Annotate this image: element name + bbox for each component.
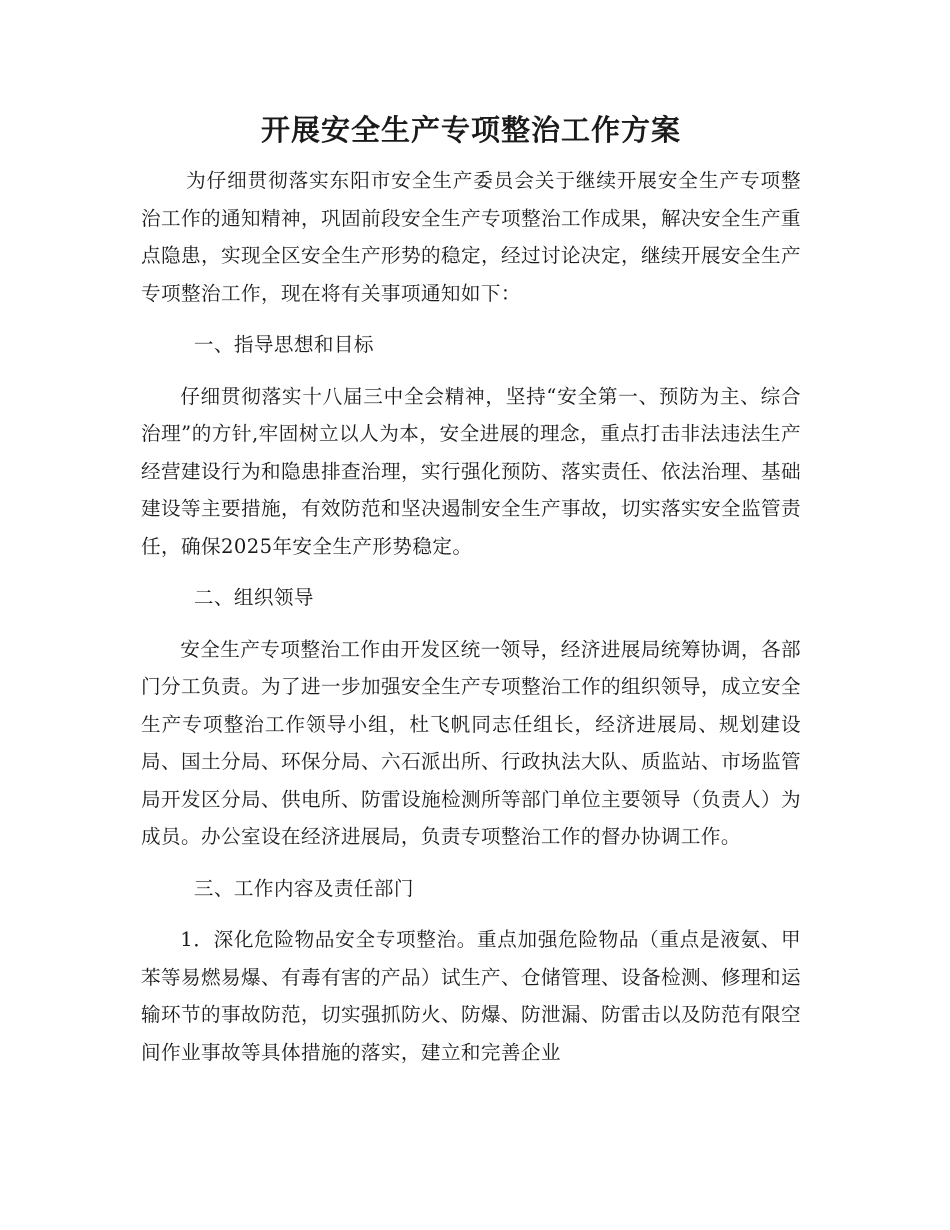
section-body-2: 安全生产专项整治工作由开发区统一领导，经济进展局统筹协调，各部门分工负责。为了进一步加强安全生产专项整治工作的组织领导，成立安全生产专项整治工作领导小组，杜飞帆同志任组长，经济进展局、规划建设局、国土分局、环保分局、六石派出所、行政执法大队、质监站、市场监管局开发区分局、供电所、防雷设施检测所等部门单位主要领导（负责人）为成员。办公室设在经济进展局，负责专项整治工作的督办协调工作。 bbox=[141, 637, 801, 848]
document-title: 开展安全生产专项整治工作方案 bbox=[260, 113, 681, 147]
intro-paragraph: 为仔细贯彻落实东阳市安全生产委员会关于继续开展安全生产专项整治工作的通知精神，巩固前段安全生产专项整治工作成果，解决安全生产重点隐患，实现全区安全生产形势的稳定，经过讨论决定，继续开展安全生产专项整治工作，现在将有关事项通知如下： bbox=[141, 169, 801, 305]
section-body-3: 1．深化危险物品安全专项整治。重点加强危险物品（重点是液氨、甲苯等易燃易爆、有毒有害的产品）试生产、仓储管理、设备检测、修理和运输环节的事故防范，切实强抓防火、防爆、防泄漏、防雷击以及防范有限空间作业事故等具体措施的落实，建立和完善企业 bbox=[141, 928, 801, 1064]
section-heading-1: 一、指导思想和目标 bbox=[193, 333, 374, 356]
section-heading-3: 三、工作内容及责任部门 bbox=[193, 876, 414, 900]
section-body-1: 仔细贯彻落实十八届三中全会精神，坚持“安全第一、预防为主、综合治理”的方针,牢固树立以人为本，安全进展的理念，重点打击非法违法生产经营建设行为和隐患排查治理，实行强化预防、落实责任、依法治理、基础建设等主要措施，有效防范和坚决遏制安全生产事故，切实落实安全监管责任，确保2025年安全生产形势稳定。 bbox=[141, 384, 801, 558]
document-content bbox=[141, 104, 801, 1085]
section-heading-2: 二、组织领导 bbox=[193, 586, 314, 609]
